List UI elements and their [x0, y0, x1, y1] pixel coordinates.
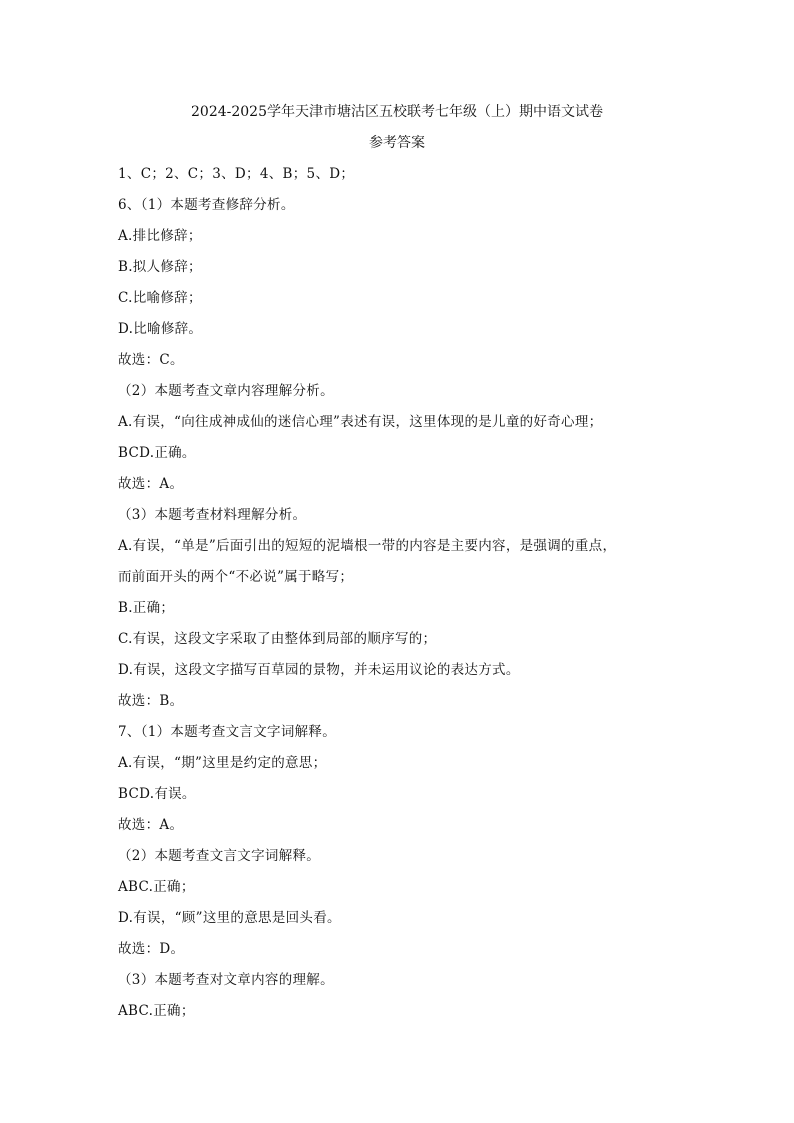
answer-line: （2）本题考查文言文字词解释。 — [118, 848, 321, 864]
answer-line: B.正确； — [118, 600, 175, 616]
answer-body — [118, 164, 698, 1032]
answer-line: D.有误，“顾”这里的意思是回头看。 — [118, 910, 341, 926]
answer-line: （2）本题考查文章内容理解分析。 — [118, 383, 334, 399]
answer-line: B.拟人修辞； — [118, 259, 202, 275]
answer-line: D.有误，这段文字描写百草园的景物，并未运用议论的表达方式。 — [118, 662, 520, 678]
answer-line: 故选：C。 — [118, 352, 184, 368]
answer-line: 故选：D。 — [118, 941, 185, 957]
document-title: 2024-2025学年天津市塘沽区五校联考七年级（上）期中语文试卷 — [191, 104, 603, 120]
answer-line: BCD.有误。 — [118, 786, 196, 802]
answer-line: A.有误，“单是”后面引出的短短的泥墙根一带的内容是主要内容，是强调的重点， — [118, 538, 617, 554]
answer-line: C.有误，这段文字采取了由整体到局部的顺序写的； — [118, 631, 437, 647]
answer-line: （3）本题考查对文章内容的理解。 — [118, 972, 334, 988]
answer-line: 故选：B。 — [118, 693, 184, 709]
answer-line: A.排比修辞； — [118, 228, 202, 244]
answer-line: 故选：A。 — [118, 817, 184, 833]
answer-line: 故选：A。 — [118, 476, 184, 492]
answer-line: （3）本题考查材料理解分析。 — [118, 507, 307, 523]
answer-line: BCD.正确。 — [118, 445, 196, 461]
answer-line: 7、（1）本题考查文言文字词解释。 — [118, 724, 337, 740]
answer-line: 6、（1）本题考查修辞分析。 — [118, 197, 295, 213]
document-subtitle: 参考答案 — [369, 135, 425, 151]
answer-line: ABC.正确； — [118, 1003, 195, 1019]
answer-line: 1、C；2、C；3、D；4、B；5、D； — [118, 166, 355, 182]
answer-line: A.有误，“向往成神成仙的迷信心理”表述有误，这里体现的是儿童的好奇心理； — [118, 414, 603, 430]
answer-line: C.比喻修辞； — [118, 290, 202, 306]
answer-line: ABC.正确； — [118, 879, 195, 895]
answer-line: A.有误，“期”这里是约定的意思； — [118, 755, 327, 771]
answer-line: 而前面开头的两个“不必说”属于略写； — [118, 569, 354, 585]
answer-line: D.比喻修辞。 — [118, 321, 203, 337]
